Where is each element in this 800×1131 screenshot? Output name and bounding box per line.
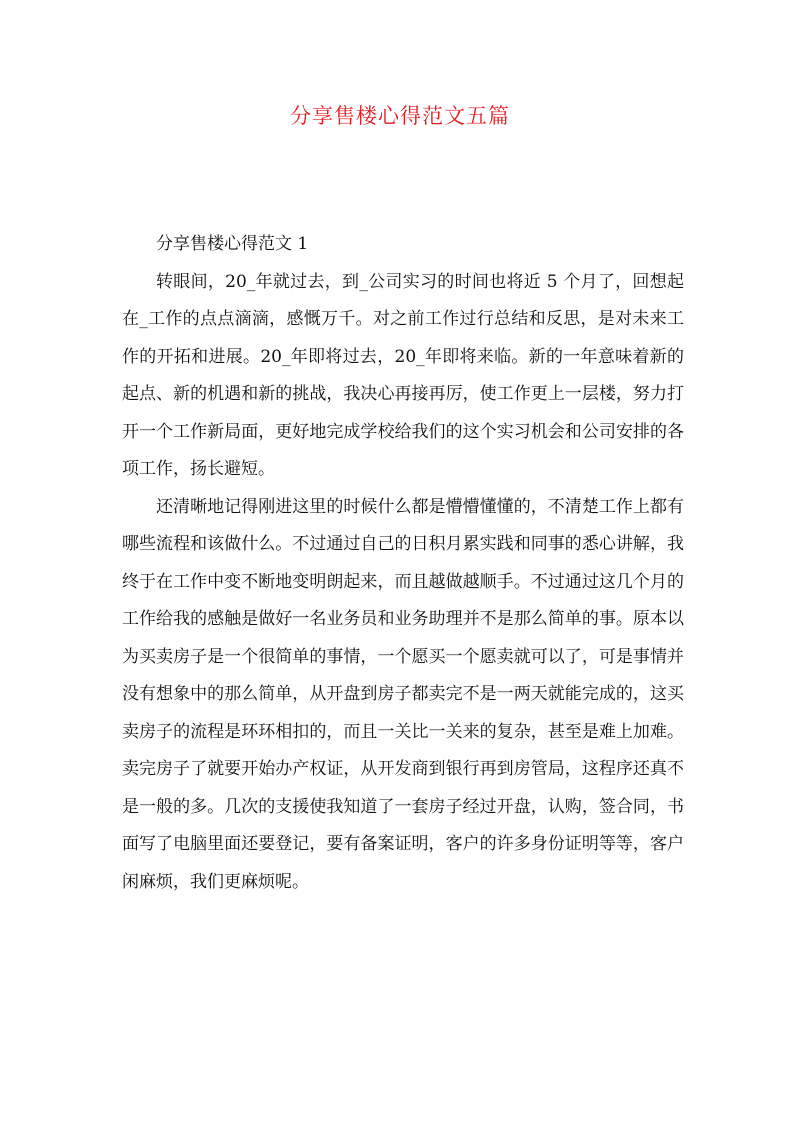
body-paragraph-2: 还清晰地记得刚进这里的时候什么都是懵懵懂懂的，不清楚工作上都有哪些流程和该做什么。不过通过自己的日积月累实践和同事的悉心讲解，我终于在工作中变不断地变明朗起来，而且越做越顺手。不过通过这几个月的工作给我的感触是做好一名业务员和业务助理并不是那么简单的事。原本以为买卖房子是一个很简单的事情，一个愿买一个愿卖就可以了，可是事情并没有想象中的那么简单，从开盘到房子都卖完不是一两天就能完成的，这买卖房子的流程是环环相扣的，而且一关比一关来的复杂，甚至是难上加难。卖完房子了就要开始办产权证，从开发商到银行再到房管局，这程序还真不是一般的多。几次的支援使我知道了一套房子经过开盘，认购，签合同，书面写了电脑里面还要登记，要有备案证明，客户的许多身份证明等等，客户闲麻烦，我们更麻烦呢。 [122,496,684,892]
section-heading: 分享售楼心得范文 1 [156,234,309,254]
document-title: 分享售楼心得范文五篇 [290,104,510,128]
body-paragraph-1: 转眼间，20_年就过去，到_公司实习的时间也将近 5 个月了，回想起在_工作的点点滴滴，感慨万千。对之前工作过行总结和反思，是对未来工作的开拓和进展。20_年即将过去，20_年即将来临。新的一年意味着新的起点、新的机遇和新的挑战，我决心再接再厉，使工作更上一层楼，努力打开一个工作新局面，更好地完成学校给我们的这个实习机会和公司安排的各项工作，扬长避短。 [122,271,684,479]
document-body [122,226,684,901]
